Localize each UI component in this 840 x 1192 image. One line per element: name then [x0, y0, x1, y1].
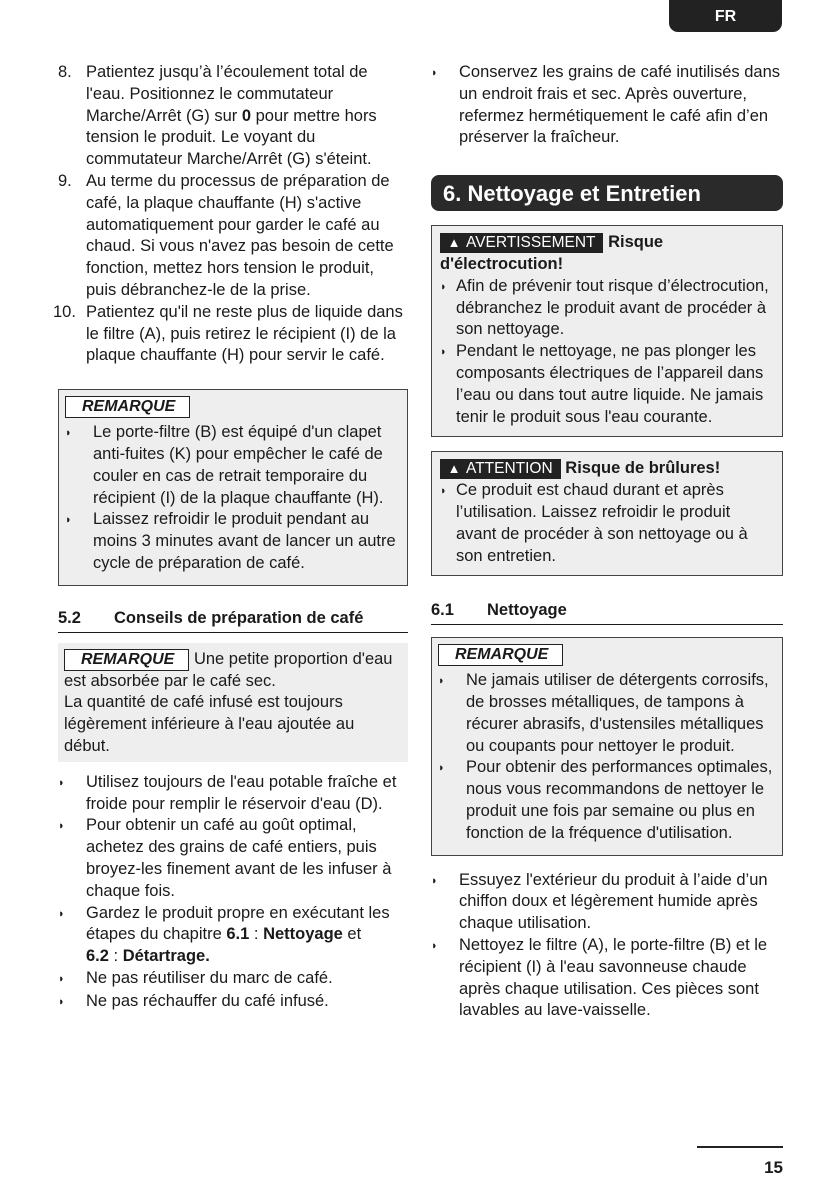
warning-title: d'électrocution! — [440, 254, 564, 273]
cleaning-list — [431, 870, 783, 1023]
list-item: ◗ Ce produit est chaud durant et après l’utilisation. Laissez refroidir le produit avant de procéder à son nettoyage ou à son entretien. — [440, 480, 774, 567]
bullet-icon: ◗ — [58, 776, 65, 789]
bullet-icon: ◗ — [431, 67, 438, 79]
bullet-icon: ◗ — [438, 675, 445, 688]
note-text: Le porte-filtre (B) est équipé d'un clapet anti-fuites (K) pour empêcher le café de couler en cas de retrait temporaire du récipient (I) de la plaque chauffante (H). — [93, 423, 384, 507]
note-text: Laissez refroidir le produit pendant au moins 3 minutes avant de lancer un autre cycle de préparation de café. — [93, 510, 396, 572]
list-item — [65, 509, 399, 574]
list-item: ◗ Pendant le nettoyage, ne pas plonger les composants électriques de l’appareil dans l’eau ou dans tout autre liquide. Ne jamais tenir le produit sous l'eau courante. — [440, 341, 774, 428]
bullet-icon: ◗ — [440, 280, 447, 293]
right-column — [431, 62, 783, 1022]
bullet-icon: ◗ — [438, 762, 445, 775]
warning-box — [431, 225, 783, 437]
note-box-tips — [58, 643, 408, 762]
warning-label: ▲ AVERTISSEMENT — [440, 233, 603, 253]
bullet-icon: ◗ — [65, 514, 72, 527]
list-item: ◗ Gardez le produit propre en exécutant les étapes du chapitre 6.1 : Nettoyage et 6.2 : Détartrage. — [58, 903, 408, 968]
attention-label: ▲ ATTENTION — [440, 459, 561, 479]
switch-position: 0 — [241, 106, 252, 125]
section-title: Nettoyage — [487, 601, 567, 620]
left-column — [53, 62, 408, 1013]
step-text: pour mettre hors tension le produit. Le voyant du commutateur Marche/Arrêt (G) s'éteint. — [86, 106, 377, 169]
warning-icon: ▲ — [447, 461, 461, 477]
list-item: ◗ Essuyez l'extérieur du produit à l’aide d’un chiffon doux et légèrement humide après chaque utilisation. — [431, 870, 783, 935]
step-number: 10. — [53, 302, 76, 321]
bullet-icon: ◗ — [431, 874, 438, 887]
footer-divider — [697, 1146, 783, 1148]
section-heading-5-2 — [58, 608, 408, 633]
language-tab: FR — [669, 0, 782, 32]
bullet-icon: ◗ — [440, 485, 447, 498]
step-10 — [53, 302, 408, 367]
list-item: ◗ Pour obtenir des performances optimales, nous vous recommandons de nettoyer le produit une fois par semaine ou plus en fonction de la fréquence d'utilisation. — [438, 757, 774, 844]
bullet-icon: ◗ — [58, 972, 65, 985]
note-text: La quantité de café infusé est toujours légèrement inférieure à l'eau ajoutée au début. — [64, 693, 355, 755]
section-number: 6.1 — [431, 601, 454, 620]
note-box — [431, 637, 783, 855]
list-item: ◗ Nettoyez le filtre (A), le porte-filtre (B) et le récipient (I) à l'eau savonneuse chaude après chaque utilisation. Ces pièces sont lavables au lave-vaisselle. — [431, 935, 783, 1022]
note-label: REMARQUE — [438, 644, 563, 666]
list-item: ◗ Ne jamais utiliser de détergents corrosifs, de brosses métalliques, de tampons à récurer abrasifs, d'ustensiles métalliques ou coupants pour nettoyer le produit. — [438, 670, 774, 757]
step-number: 9. — [58, 171, 72, 190]
list-item: ◗ Conservez les grains de café inutilisés dans un endroit frais et sec. Après ouverture, refermez hermétiquement le café afin d’en préserver la fraîcheur. — [431, 62, 783, 149]
note-label: REMARQUE — [64, 649, 189, 671]
page-number: 15 — [764, 1158, 783, 1177]
bullet-icon: ◗ — [58, 820, 65, 833]
bullet-icon: ◗ — [431, 939, 438, 952]
note-text: Une petite proportion d'eau est absorbée par le café sec. — [64, 649, 393, 690]
bullet-icon: ◗ — [65, 427, 72, 440]
note-label: REMARQUE — [65, 396, 190, 418]
chapter-title: 6. Nettoyage et Entretien — [431, 175, 783, 211]
tips-list — [58, 772, 408, 1014]
section-number: 5.2 — [58, 608, 81, 627]
list-item — [65, 422, 399, 509]
list-item: ◗ Pour obtenir un café au goût optimal, achetez des grains de café entiers, puis broyez-les finement avant de les infuser à chaque fois. — [58, 815, 408, 902]
step-number: 8. — [58, 63, 72, 81]
list-item: ◗ Ne pas réutiliser du marc de café. — [58, 968, 408, 991]
note-box — [58, 389, 408, 586]
step-text: Au terme du processus de préparation de café, la plaque chauffante (H) s'active automatiquement pour garder le café au chaud. Si vous n'avez pas besoin de cette fonction, mettez hors tension le produit, puis débranchez-le de la prise. — [86, 171, 394, 299]
step-9 — [58, 171, 408, 302]
step-8 — [58, 62, 408, 171]
warning-title: Risque — [608, 233, 664, 252]
step-text: Patientez qu'il ne reste plus de liquide dans le filtre (A), puis retirez le récipient (I) de la plaque chauffante (H) pour servir le café. — [86, 302, 403, 365]
list-item: ◗ Ne pas réchauffer du café infusé. — [58, 991, 408, 1014]
bullet-icon: ◗ — [440, 346, 447, 359]
list-item: ◗ Afin de prévenir tout risque d’électrocution, débranchez le produit avant de procéder à son nettoyage. — [440, 276, 774, 341]
attention-box — [431, 451, 783, 576]
bullet-icon: ◗ — [58, 907, 65, 920]
section-heading-6-1 — [431, 600, 783, 625]
list-item: ◗ Utilisez toujours de l'eau potable fraîche et froide pour remplir le réservoir d'eau (D). — [58, 772, 408, 816]
warning-icon: ▲ — [447, 235, 461, 251]
step-text: Patientez jusqu’à l’écoulement total de l'eau. Positionnez le commutateur Marche/Arrêt (G) sur — [86, 63, 368, 125]
attention-title: Risque de brûlures! — [565, 459, 721, 478]
section-title: Conseils de préparation de café — [114, 608, 364, 627]
bullet-icon: ◗ — [58, 995, 65, 1008]
